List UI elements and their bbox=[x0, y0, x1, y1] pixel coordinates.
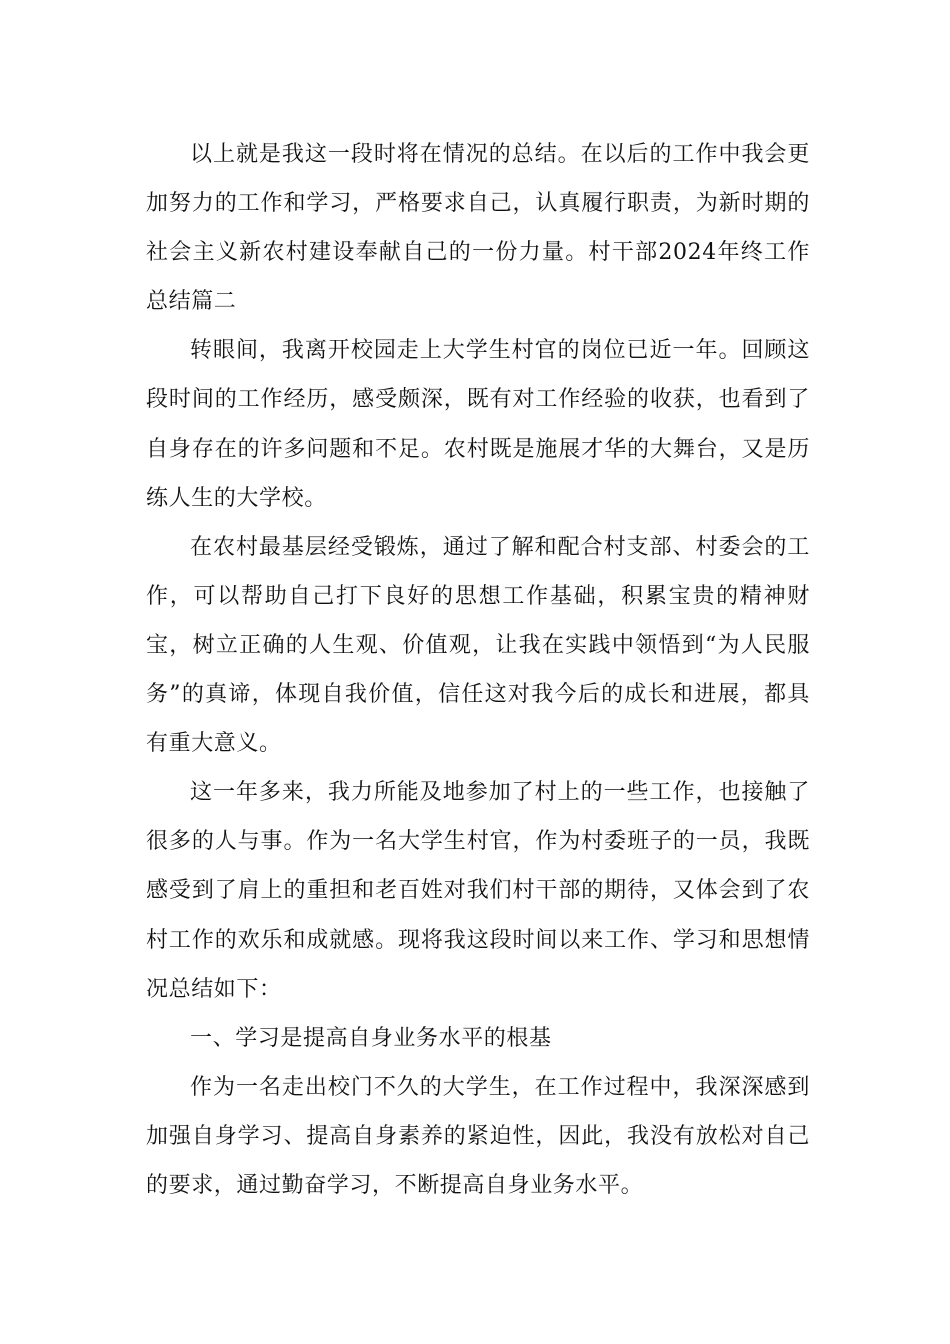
section-heading-study: 一、学习是提高自身业务水平的根基 bbox=[190, 1025, 552, 1051]
paragraph-year-overview: 这一年多来，我力所能及地参加了村上的一些工作，也接触了很多的人与事。作为一名大学生村官，作为村委班子的一员，我既感受到了肩上的重担和老百姓对我们村干部的期待，又体会到了农村工作的欢乐和成就感。现将我这段时间以来工作、学习和思想情况总结如下： bbox=[146, 780, 810, 1002]
paragraph-grassroots-training: 在农村最基层经受锻炼，通过了解和配合村支部、村委会的工作，可以帮助自己打下良好的思想工作基础，积累宝贵的精神财宝，树立正确的人生观、价值观，让我在实践中领悟到“为人民服务”的真谛，体现自我价值，信任这对我今后的成长和进展，都具有重大意义。 bbox=[146, 534, 810, 757]
paragraph-summary-conclusion: 以上就是我这一段时将在情况的总结。在以后的工作中我会更加努力的工作和学习，严格要求自己，认真履行职责，为新时期的社会主义新农村建设奉献自己的一份力量。村干部2024年终工作总结篇二 bbox=[146, 142, 810, 315]
paragraph-intro: 转眼间，我离开校园走上大学生村官的岗位已近一年。回顾这段时间的工作经历，感受颇深，既有对工作经验的收获，也看到了自身存在的许多问题和不足。农村既是施展才华的大舞台，又是历练人生的大学校。 bbox=[146, 338, 810, 511]
document-body bbox=[146, 130, 810, 1210]
paragraph-study: 作为一名走出校门不久的大学生，在工作过程中，我深深感到加强自身学习、提高自身素养的紧迫性，因此，我没有放松对自己的要求，通过勤奋学习，不断提高自身业务水平。 bbox=[146, 1074, 810, 1198]
